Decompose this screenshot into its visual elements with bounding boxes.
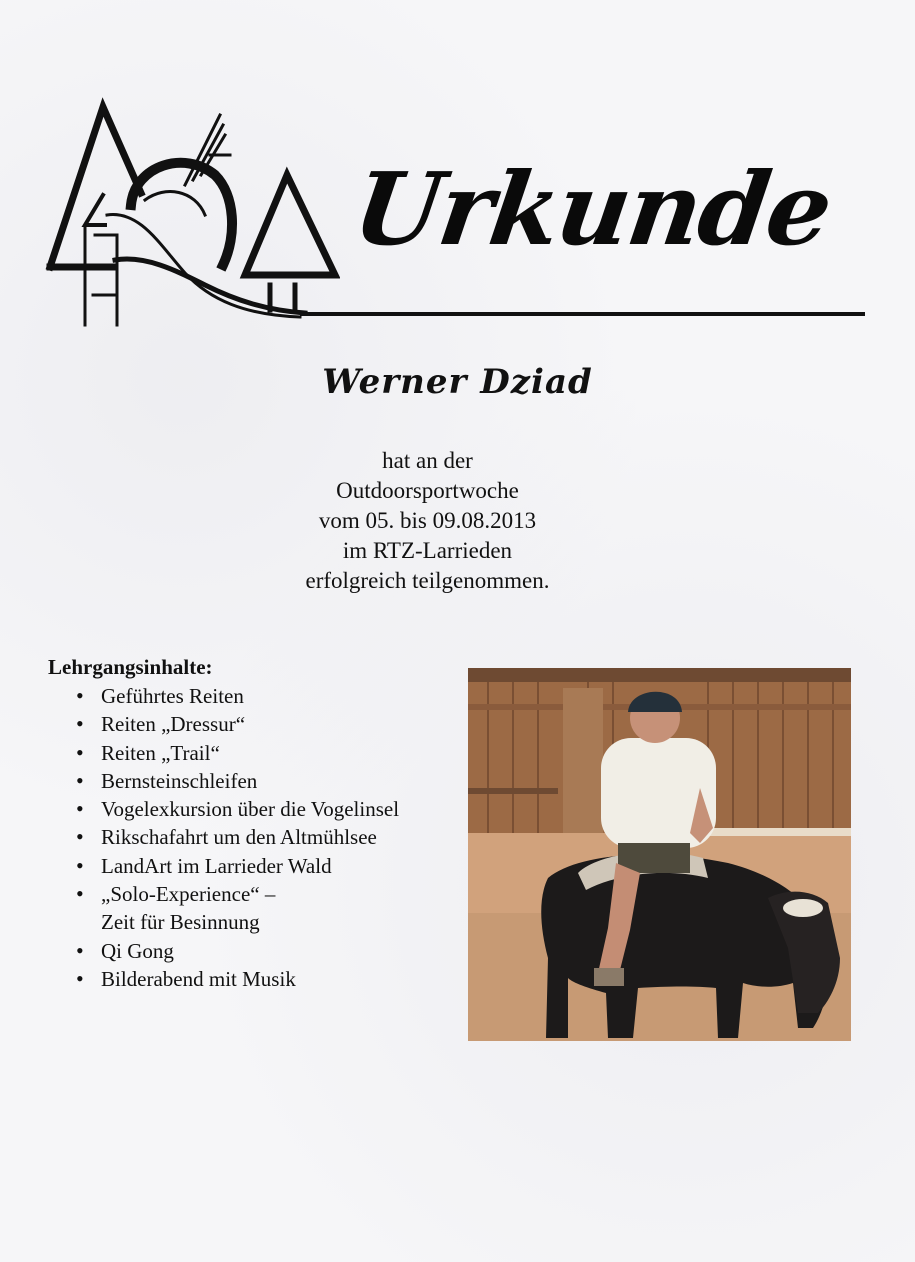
list-item-label: Rikschafahrt um den Altmühlsee (101, 825, 377, 850)
list-item (76, 767, 468, 795)
list-item-label: Bernsteinschleifen (101, 768, 258, 793)
list-item (76, 823, 468, 851)
list-item (76, 739, 468, 767)
list-item-label: Reiten „Dressur“ (101, 712, 246, 737)
list-item-label: • „Solo-Experience“ – (101, 882, 276, 907)
list-item-label: Bilderabend mit Musik (101, 966, 296, 991)
list-item-sublabel: Zeit für Besinnung (101, 910, 260, 935)
list-item (76, 795, 468, 823)
course-contents (48, 655, 468, 993)
page-title: Urkunde (346, 150, 838, 268)
certificate-text-line: Outdoorsportwoche (336, 478, 519, 503)
section-title: Lehrgangsinhalte: (48, 655, 213, 679)
certificate-text-line: erfolgreich teilgenommen. (305, 568, 550, 593)
list-item-label: Qi Gong (101, 938, 174, 963)
content-list (48, 682, 468, 993)
house-trees-logo-icon (45, 95, 340, 330)
list-item (76, 710, 468, 738)
list-item-label: Reiten „Trail“ (101, 740, 220, 765)
certificate-text-line: vom 05. bis 09.08.2013 (318, 508, 537, 533)
list-item-label: Vogelexkursion über die Vogelinsel (101, 797, 400, 822)
list-item-label: Geführtes Reiten (101, 684, 244, 708)
title-underline (300, 312, 865, 316)
certificate-text (0, 446, 855, 596)
list-item (76, 937, 468, 965)
horse-rider-photo (468, 668, 851, 1041)
list-item (76, 852, 468, 880)
recipient-name: Werner Dziad (322, 362, 593, 402)
list-item (76, 880, 468, 937)
list-item-label: LandArt im Larrieder Wald (101, 853, 332, 878)
list-item (76, 682, 468, 710)
certificate-text-line: im RTZ-Larrieden (342, 538, 513, 563)
certificate-text-line: hat an der (382, 448, 473, 473)
list-item (76, 965, 468, 993)
